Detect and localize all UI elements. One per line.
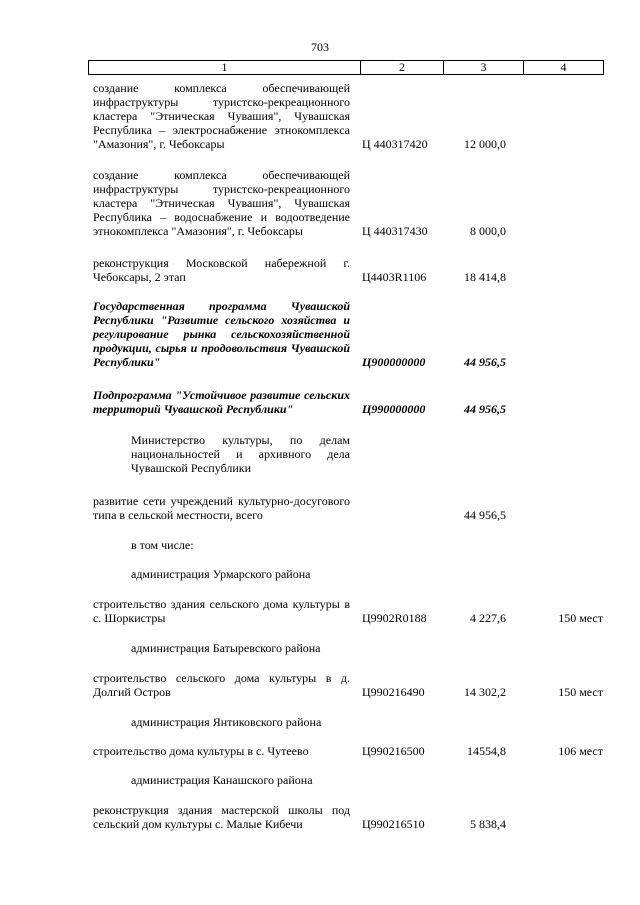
- row-code: Ц900000000: [362, 355, 426, 369]
- column-header-3: 3: [444, 61, 524, 74]
- row-description: строительство здания сельского дома культуры в с. Шоркистры: [93, 597, 350, 625]
- row-description: создание комплекса обеспечивающей инфраструктуры туристско-рекреационного кластера "Этническая Чувашия", Чувашская Республика – электроснабжение этнокомплекса "Амазония", г. Чебоксары: [93, 81, 350, 151]
- row-amount: 8 000,0: [470, 224, 506, 238]
- table-header: [88, 60, 604, 75]
- row-amount: 4 227,6: [470, 611, 506, 625]
- row-amount: 18 414,8: [464, 270, 506, 284]
- column-header-2: 2: [361, 61, 444, 74]
- row-code: Ц990216510: [362, 817, 425, 831]
- row-code: Ц990216500: [362, 744, 425, 758]
- row-code: Ц9902R0188: [362, 611, 427, 625]
- row-description: строительство сельского дома культуры в д. Долгий Остров: [93, 671, 350, 699]
- row-description: строительство дома культуры в с. Чутеево: [93, 744, 309, 758]
- row-description: в том числе:: [131, 538, 194, 552]
- row-description: реконструкция Московской набережной г. Чебоксары, 2 этап: [93, 256, 350, 284]
- row-description: Государственная программа Чувашской Республики "Развитие сельского хозяйства и регулирование рынка сельскохозяйственной продукции, сырья и продовольствия Чувашской Республики": [93, 299, 350, 369]
- row-description: Министерство культуры, по делам национальностей и архивного дела Чувашской Республики: [131, 433, 350, 475]
- row-amount: 5 838,4: [470, 817, 506, 831]
- column-header-4: 4: [560, 60, 567, 74]
- row-amount: 44 956,5: [464, 508, 506, 522]
- row-description: развитие сети учреждений культурно-досугового типа в сельской местности, всего: [93, 494, 350, 522]
- row-code: Ц 440317420: [362, 137, 428, 151]
- row-code: Ц 440317430: [362, 224, 428, 238]
- row-code: Ц990000000: [362, 402, 426, 416]
- page-number: 703: [311, 40, 329, 54]
- row-code: Ц990216490: [362, 685, 425, 699]
- row-amount: 12 000,0: [464, 137, 506, 151]
- row-note: 150 мест: [558, 685, 603, 699]
- row-description: администрация Урмарского района: [131, 567, 311, 581]
- row-amount: 14554,8: [467, 744, 506, 758]
- row-description: администрация Батыревского района: [131, 641, 321, 655]
- row-note: 150 мест: [558, 611, 603, 625]
- row-description: создание комплекса обеспечивающей инфраструктуры туристско-рекреационного кластера "Этническая Чувашия", Чувашская Республика – водоснабжение и водоотведение этнокомплекса "Амазония", г. Чебоксары: [93, 168, 350, 238]
- row-description: реконструкция здания мастерской школы под сельский дом культуры с. Малые Кибечи: [93, 803, 350, 831]
- row-description: администрация Янтиковского района: [131, 715, 322, 729]
- row-description: Подпрограмма "Устойчивое развитие сельских территорий Чувашской Республики": [93, 388, 350, 416]
- row-description: администрация Канашского района: [131, 773, 313, 787]
- column-header-1: 1: [89, 61, 361, 74]
- row-amount: 14 302,2: [464, 685, 506, 699]
- row-code: Ц4403R1106: [362, 270, 427, 284]
- row-note: 106 мест: [558, 744, 603, 758]
- row-amount: 44 956,5: [464, 402, 506, 416]
- row-amount: 44 956,5: [464, 355, 506, 369]
